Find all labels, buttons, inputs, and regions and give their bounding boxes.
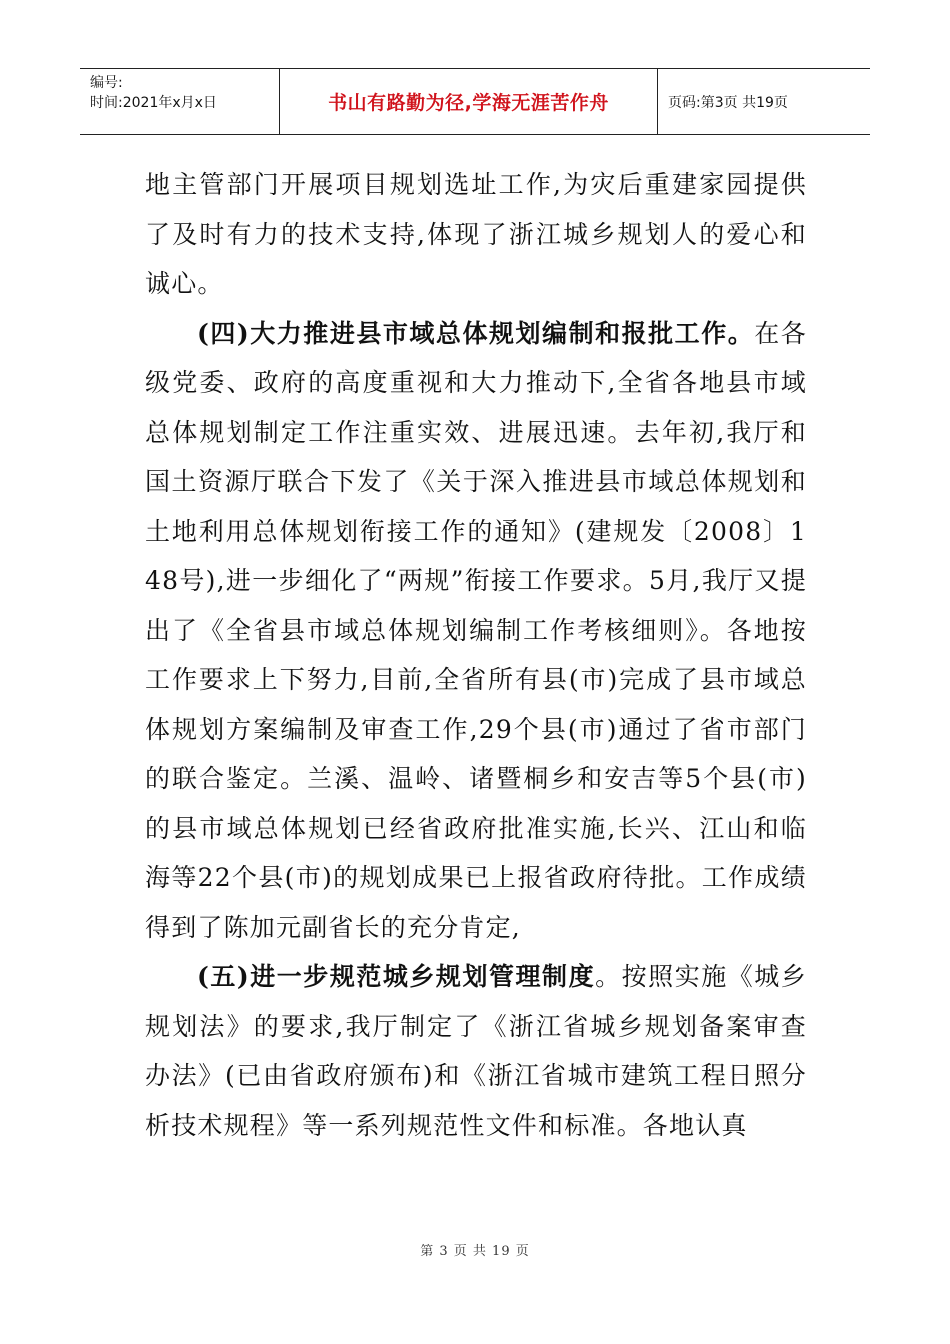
page-footer: 第 3 页 共 19 页	[420, 1244, 530, 1259]
header-meta	[80, 69, 280, 134]
paragraph-3	[145, 952, 807, 1150]
paragraph-2-text: 在各级党委、政府的高度重视和大力推动下,全省各地县市域总体规划制定工作注重实效、进展迅速。去年初,我厅和国土资源厅联合下发了《关于深入推进县市域总体规划和土地利用总体规划衔接工作的通知》(建规发〔2008〕148号),进一步细化了“两规”衔接工作要求。5月,我厅又提出了《全省县市域总体规划编制工作考核细则》。各地按工作要求上下努力,目前,全省所有县(市)完成了县市域总体规划方案编制及审查工作,29个县(市)通过了省市部门的联合鉴定。兰溪、温岭、诸暨桐乡和安吉等5个县(市)的县市域总体规划已经省政府批准实施,长兴、江山和临海等22个县(市)的规划成果已上报省政府待批。工作成绩得到了陈加元副省长的充分肯定,	[145, 318, 807, 942]
paragraph-3-text: 。按照实施《城乡规划法》的要求,我厅制定了《浙江省城乡规划备案审查办法》(已由省政府颁布)和《浙江省城市建筑工程日照分析技术规程》等一系列规范性文件和标准。各地认真	[145, 962, 808, 1140]
document-body	[145, 160, 807, 1150]
paragraph-2-heading: (四)大力推进县市域总体规划编制和报批工作。	[197, 318, 755, 348]
paragraph-3-heading: (五)进一步规范城乡规划管理制度	[197, 962, 596, 991]
paragraph-2	[145, 309, 807, 953]
paragraph-1-text: 地主管部门开展项目规划选址工作,为灾后重建家园提供了及时有力的技术支持,体现了浙江城乡规划人的爱心和诚心。	[145, 170, 807, 298]
time-label: 时间:2021年x月x日	[90, 95, 217, 111]
header-page-info: 页码:第3页 共19页	[668, 94, 788, 111]
number-label: 编号:	[90, 75, 123, 91]
paragraph-1	[145, 160, 807, 309]
header-motto: 书山有路勤为径,学海无涯苦作舟	[280, 69, 658, 134]
page-header	[80, 68, 870, 135]
